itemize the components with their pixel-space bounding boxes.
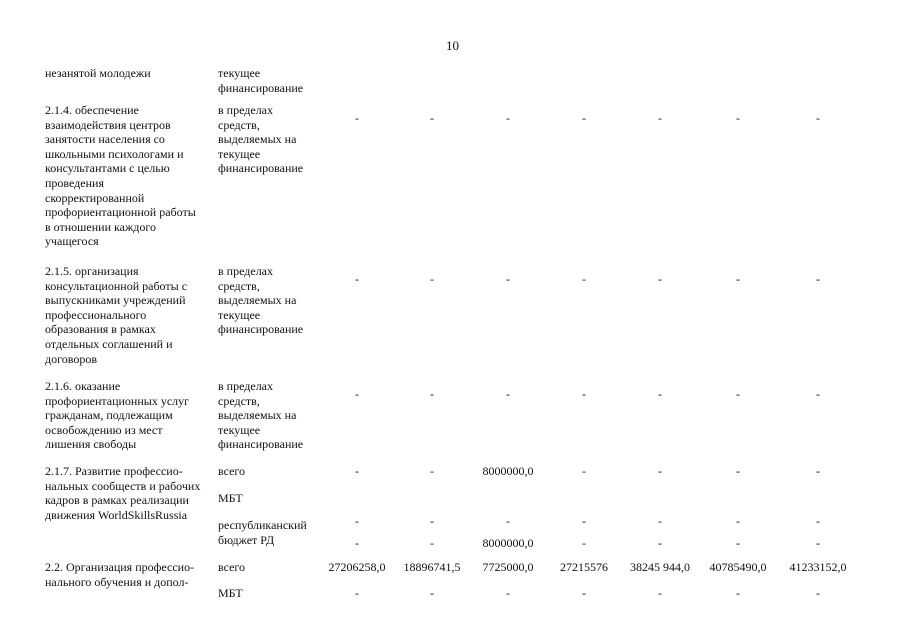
value-cell: - [816,111,820,125]
page-number: 10 [446,38,459,53]
funding-source: МБТ [218,491,243,505]
value-cell: - [506,272,510,286]
value-cell: - [736,464,740,478]
row-name: 2.1.5. организация консультационной работы с выпускниками учреждений профессионального образования в рамках отдельных соглашений и договоров [45,264,188,366]
value-cell: - [506,111,510,125]
value-cell: - [430,111,434,125]
value-cell: 8000000,0 [482,536,534,550]
value-cell: - [582,536,586,550]
value-cell: - [816,536,820,550]
value-cell: - [430,514,434,528]
value-cell: - [430,536,434,550]
value-cell: - [658,387,662,401]
value-cell: - [430,464,434,478]
value-cell: - [736,536,740,550]
value-cell: - [355,586,359,600]
value-cell: 38245 944,0 [630,560,690,574]
funding-source: всего [218,560,246,574]
value-cell: - [658,536,662,550]
value-cell: - [430,586,434,600]
value-cell: - [658,272,662,286]
value-cell: - [582,586,586,600]
value-cell: - [658,464,662,478]
value-cell: - [816,464,820,478]
value-cell: 27206258,0 [328,560,386,574]
value-cell: - [582,272,586,286]
row-name: 2.1.4. обеспечение взаимодействия центров занятости населения со школьными психологами и консультантами с целью проведения скорректированной профориентационной работы в отношении каждого учащегося [45,103,196,249]
value-cell: - [736,111,740,125]
value-cell: - [506,514,510,528]
value-cell: 27215576 [560,560,608,574]
value-cell: - [355,272,359,286]
value-cell: - [736,586,740,600]
value-cell: 40785490,0 [709,560,767,574]
value-cell: - [582,111,586,125]
value-cell: - [658,514,662,528]
value-cell: 8000000,0 [482,464,534,478]
value-cell: - [355,514,359,528]
funding-source: текущее финансирование [218,66,304,95]
value-cell: - [582,464,586,478]
value-cell: - [355,387,359,401]
value-cell: - [355,464,359,478]
value-cell: - [506,387,510,401]
value-cell: - [582,387,586,401]
value-cell: - [506,586,510,600]
value-cell: - [355,536,359,550]
value-cell: - [736,514,740,528]
value-cell: - [582,514,586,528]
funding-source: в пределах средств, выделяемых на текущее финансирование [218,264,304,337]
value-cell: - [658,586,662,600]
funding-source: в пределах средств, выделяемых на текущее финансирование [218,379,304,452]
value-cell: - [816,514,820,528]
value-cell: - [736,387,740,401]
value-cell: 7725000,0 [482,560,534,574]
funding-source: республиканский бюджет РД [218,518,307,547]
value-cell: 18896741,5 [403,560,461,574]
value-cell: - [355,111,359,125]
funding-source: в пределах средств, выделяемых на текущее финансирование [218,103,304,176]
funding-source: всего [218,464,246,478]
row-name: 2.1.7. Развитие профессио- нальных сообществ и рабочих кадров в рамках реализации движения WorldSkillsRussia [45,464,201,522]
value-cell: - [658,111,662,125]
value-cell: - [430,387,434,401]
value-cell: - [736,272,740,286]
row-name: 2.1.6. оказание профориентационных услуг гражданам, подлежащим освобождению из мест лишения свободы [45,379,190,452]
value-cell: - [430,272,434,286]
value-cell: - [816,272,820,286]
row-name: незанятой молодежи [45,66,151,80]
funding-source: МБТ [218,586,243,600]
value-cell: - [816,387,820,401]
row-name: 2.2. Организация профессио- нального обучения и допол- [45,560,195,589]
value-cell: 41233152,0 [789,560,847,574]
value-cell: - [816,586,820,600]
